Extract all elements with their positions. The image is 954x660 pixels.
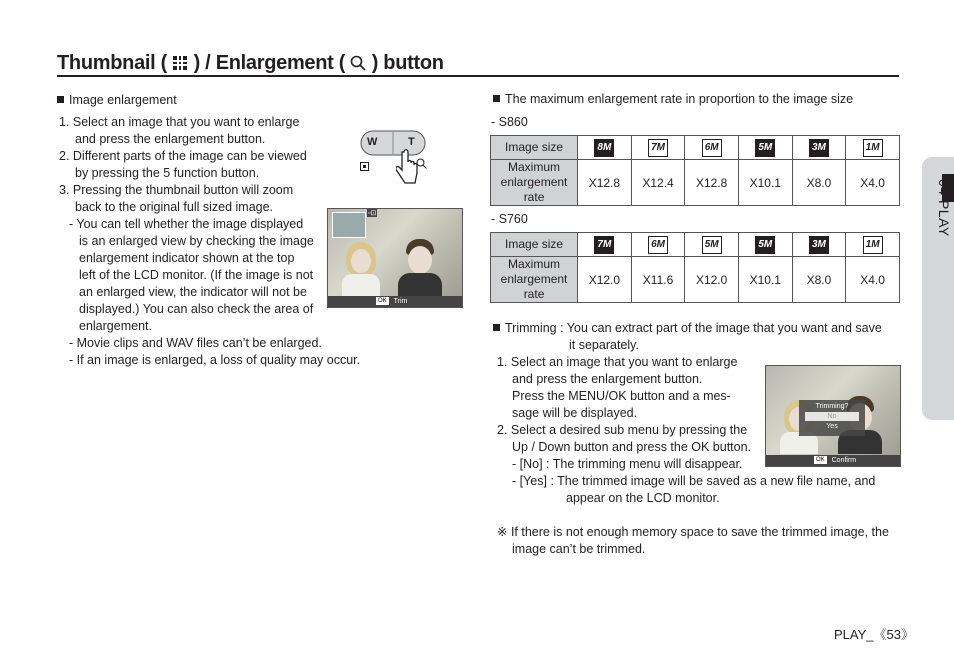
image-size-cell [685, 136, 739, 160]
trim-step-line: sage will be displayed. [512, 406, 638, 420]
zoom-lever-illustration [358, 130, 428, 190]
trim-step-line: appear on the LCD monitor. [566, 491, 720, 505]
bullet-square-icon [57, 96, 64, 103]
left-step-line: 2. Different parts of the image can be viewed [59, 149, 307, 163]
left-step-line: an enlarged view, the indicator will not be [79, 285, 307, 299]
table-row [491, 136, 900, 160]
trim-step-line: and press the enlargement button. [512, 372, 703, 386]
trim-step-line: Press the MENU/OK button and a mes- [512, 389, 731, 403]
left-step-line: enlargement indicator shown at the top [79, 251, 295, 265]
left-step-line: by pressing the 5 function button. [75, 166, 260, 180]
left-step-line: back to the original full sized image. [75, 200, 274, 214]
memory-note-cont: image can’t be trimmed. [512, 542, 646, 556]
page-footer [834, 624, 914, 643]
trim-step-line: - [No] : The trimming menu will disappear. [512, 457, 743, 471]
trim-step-line: Up / Down button and press the OK button. [512, 440, 752, 454]
table-row [491, 233, 900, 257]
lcd-confirm-label: Confirm [831, 457, 857, 464]
image-size-cell [738, 136, 792, 160]
max-rate-heading: The maximum enlargement rate in proportion to the image size [493, 91, 853, 108]
footer-section: PLAY_ [833, 627, 874, 642]
image-enlargement-heading: Image enlargement [57, 92, 177, 109]
lcd-trim-label: Trim [393, 298, 408, 305]
s760-rate-table [490, 232, 900, 303]
size-icon: 8M [594, 139, 614, 157]
left-step-line: left of the LCD monitor. (If the image is not [79, 268, 314, 282]
size-icon: 5M [755, 139, 775, 157]
photo-groom-face [408, 246, 432, 274]
table-row [491, 160, 900, 206]
photo-groom-suit [398, 273, 442, 296]
trim-step-line: 1. Select an image that you want to enlarge [497, 355, 738, 369]
left-step-line: is an enlarged view by checking the image [79, 234, 314, 248]
title-button: ) button [371, 52, 444, 74]
s860-rate-table [490, 135, 900, 206]
lcd-trimming-preview [765, 365, 901, 467]
trim-step-line: 2. Select a desired sub menu by pressing the [497, 423, 748, 437]
left-step-line: and press the enlargement button. [75, 132, 266, 146]
chapter-side-tab [922, 157, 954, 420]
size-icon: 7M [594, 236, 614, 254]
image-size-header: Image size [491, 233, 578, 257]
model-s860-label: - S860 [491, 115, 528, 129]
max-rate-header: Maximum enlargement rate [491, 160, 578, 206]
left-step-line: - If an image is enlarged, a loss of quality may occur. [69, 353, 361, 367]
size-icon: 1M [863, 139, 883, 157]
left-step-line: displayed.) You can also check the area of [79, 302, 314, 316]
image-size-cell [846, 136, 900, 160]
image-size-cell [578, 233, 632, 257]
max-rate-header: Maximum enlargement rate [491, 257, 578, 303]
size-icon: 3M [809, 139, 829, 157]
page-number-close-icon: 》 [900, 627, 914, 642]
size-icon: 5M [702, 236, 722, 254]
rate-cell: X10.1 [738, 160, 792, 206]
rate-cell: X12.0 [578, 257, 632, 303]
rate-cell: X8.0 [792, 160, 846, 206]
zoom-ratio-icon: ▫⊡ [368, 210, 377, 217]
size-icon: 6M [702, 139, 722, 157]
table-row [491, 257, 900, 303]
image-size-cell [792, 136, 846, 160]
image-size-cell [738, 233, 792, 257]
page-number-open-icon: 《 [873, 627, 887, 642]
rate-cell: X12.0 [685, 257, 739, 303]
left-step-line: 3. Pressing the thumbnail button will zoom [59, 183, 294, 197]
rate-cell: X12.8 [578, 160, 632, 206]
lcd-ok-badge: OK [816, 457, 825, 464]
model-s760-label: - S760 [491, 212, 528, 226]
size-icon: 5M [755, 236, 775, 254]
left-step-line: - You can tell whether the image displayed [69, 217, 304, 231]
lcd-bottom-bar [766, 455, 900, 466]
zoom-w-label: W [367, 136, 378, 148]
rate-cell: X12.8 [685, 160, 739, 206]
image-size-cell [631, 233, 685, 257]
thumbnail-icon [172, 54, 188, 77]
rate-cell: X11.6 [631, 257, 685, 303]
size-icon: 7M [648, 139, 668, 157]
size-icon: 6M [648, 236, 668, 254]
trimming-option-no[interactable]: No [805, 412, 859, 421]
left-step-line: enlargement. [79, 319, 152, 333]
lcd-enlarged-preview [327, 208, 463, 308]
image-size-cell [631, 136, 685, 160]
rate-cell: X4.0 [846, 257, 900, 303]
page-title [57, 52, 444, 77]
zoom-t-label: T [408, 136, 415, 148]
trimming-dialog [799, 400, 865, 436]
image-size-cell [846, 233, 900, 257]
title-thumbnail: Thumbnail ( [57, 52, 168, 74]
rate-cell: X12.4 [631, 160, 685, 206]
left-step-line: - Movie clips and WAV files can’t be enlarged. [69, 336, 322, 350]
trimming-dialog-title: Trimming? [815, 403, 849, 410]
chapter-label: 04 PLAY [936, 179, 952, 237]
rate-cell: X4.0 [846, 160, 900, 206]
page-number: 53 [886, 627, 901, 642]
image-size-header: Image size [491, 136, 578, 160]
bullet-square-icon [493, 324, 500, 331]
photo-bride-dress [342, 274, 380, 296]
image-size-cell [792, 233, 846, 257]
finger-press-icon [396, 148, 418, 193]
title-rule [57, 75, 899, 77]
lcd-ok-badge: OK [378, 298, 387, 305]
trimming-intro-cont: it separately. [569, 338, 639, 352]
rate-cell: X10.1 [738, 257, 792, 303]
lcd-bottom-bar [328, 296, 462, 307]
trim-step-line: - [Yes] : The trimmed image will be saved as a new file name, and [512, 474, 876, 488]
enlargement-indicator [332, 212, 366, 238]
left-step-line: 1. Select an image that you want to enlarge [59, 115, 300, 129]
photo-bride-face [351, 249, 371, 273]
size-icon: 1M [863, 236, 883, 254]
bullet-square-icon [493, 95, 500, 102]
rate-cell: X8.0 [792, 257, 846, 303]
title-enlargement: ) / Enlargement ( [193, 52, 346, 74]
magnifier-icon [350, 54, 366, 77]
trimming-intro: Trimming : You can extract part of the image that you want and save [493, 320, 882, 337]
size-icon: 3M [809, 236, 829, 254]
image-size-cell [578, 136, 632, 160]
memory-note: ※ If there is not enough memory space to save the trimmed image, the [497, 525, 889, 539]
thumbnail-small-icon [360, 160, 369, 174]
image-size-cell [685, 233, 739, 257]
trimming-option-yes[interactable]: Yes [826, 423, 838, 430]
